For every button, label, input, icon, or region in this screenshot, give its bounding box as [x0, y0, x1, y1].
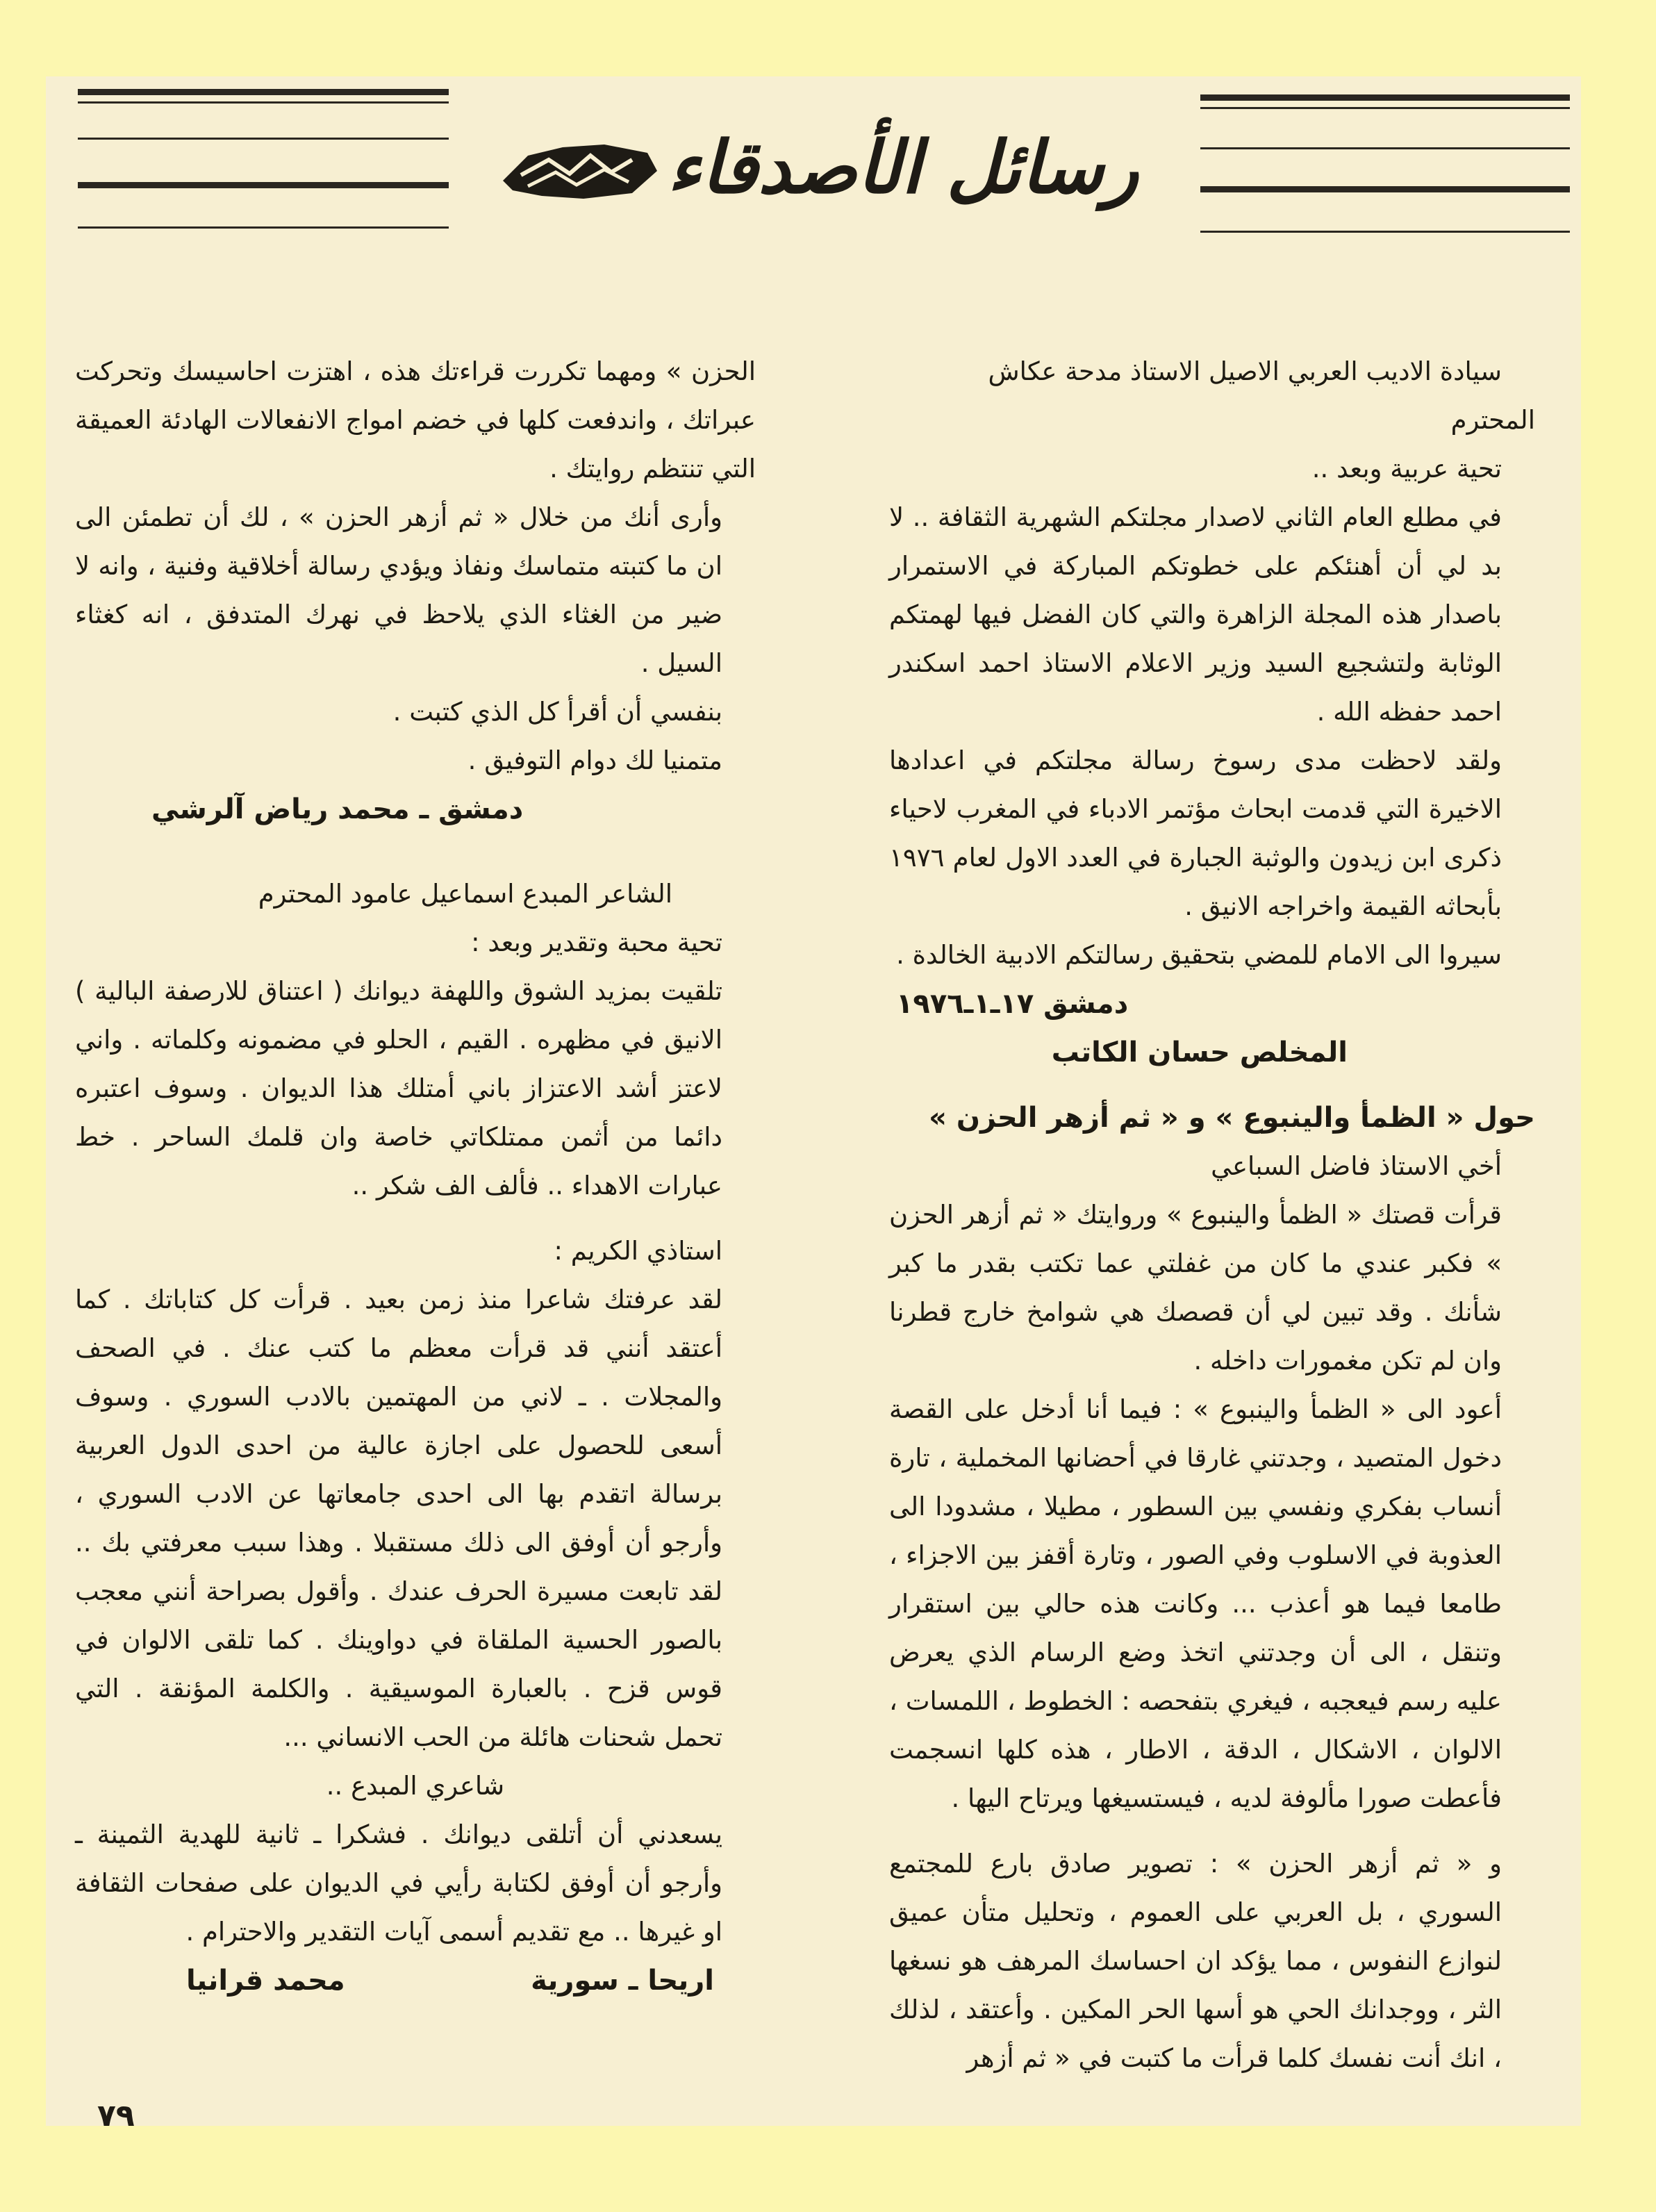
letter-signature: دمشق ـ محمد رياض آلرشي	[151, 793, 524, 825]
paragraph: أخي الاستاذ فاضل السباعي	[1211, 1151, 1502, 1181]
letter-signature: المخلص حسان الكاتب	[1051, 1037, 1348, 1068]
left-column	[75, 347, 756, 2005]
header-rule	[78, 182, 449, 188]
paragraph: وأرى أنك من خلال « ثم أزهر الحزن » ، لك أن تطمئن الى ان ما كتبته متماسك ونفاذ ويؤدي رسالة أخلاقية وفنية ، وانه لا ضير من الغثاء الذي يلاحظ في نهرك المتدفق ، انه كغثاء السيل .	[75, 502, 722, 678]
signature-place: اريحا ـ سورية	[531, 1965, 714, 1997]
paragraph: المحترم	[1450, 405, 1535, 435]
paragraph: في مطلع العام الثاني لاصدار مجلتكم الشهرية الثقافة .. لا بد لي أن أهنئكم على خطوتكم المباركة في الاستمرار باصدار هذه المجلة الزاهرة والتي كان الفضل فيها لهمتكم الوثابة ولتشجيع السيد وزير الاعلام الاستاذ احمد اسكندر احمد حفظه الله .	[889, 502, 1502, 727]
paragraph: الحزن » ومهما تكررت قراءتك هذه ، اهتزت احاسيسك وتحركت عبراتك ، واندفعت كلها في خضم امواج الانفعالات الهادئة العميقة التي تنتظم روايتك .	[75, 356, 756, 484]
right-column	[889, 347, 1535, 2083]
header-rule	[1200, 147, 1570, 149]
paragraph: أعود الى « الظمأ والينبوع » : فيما أنا أدخل على القصة دخول المتصيد ، وجدتني غارقا في أحضانها المخملية ، تارة أنساب بفكري ونفسي بين السطور ، مطيلا ، مشدودا الى العذوبة في الاسلوب وفي الصور ، وتارة أقفز بين الاجزاء ، طامعا فيما هو أعذب ... وكانت هذه حالي بين استقرار وتنقل ، الى أن وجدتني اتخذ وضع الرسام الذي يعرض عليه رسم فيعجبه ، فيغري بتفحصه : الخطوط ، اللمسات ، الالوان ، الاشكال ، الدقة ، الاطار ، هذه كلها انسجمت فأعطت صورا مألوفة لديه ، فيستسيغها ويرتاح اليها .	[889, 1394, 1502, 1813]
header-rule	[78, 101, 449, 104]
paragraph: لقد عرفتك شاعرا منذ زمن بعيد . قرأت كل كتاباتك . كما أعتقد أنني قد قرأت معظم ما كتب عنك . في الصحف والمجلات . ـ لاني من المهتمين بالادب السوري . وسوف أسعى للحصول على اجازة عالية من احدى الدول العربية برسالة اتقدم بها الى احدى جامعاتها عن الادب السوري ، وأرجو أن أوفق الى ذلك مستقبلا . وهذا سبب معرفتي بك .. لقد تابعت مسيرة الحرف عندك . وأقول بصراحة أنني معجب بالصور الحسية الملقاة في دواوينك . كما تلقى الالوان في قوس قزح . بالعبارة الموسيقية . والكلمة المؤنقة . التي تحمل شحنات هائلة من الحب الانساني ...	[75, 1285, 722, 1752]
masthead-ornament-icon	[500, 132, 660, 208]
paragraph: سيروا الى الامام للمضي بتحقيق رسالتكم الادبية الخالدة .	[896, 940, 1502, 970]
paragraph: قرأت قصتك « الظمأ والينبوع » وروايتك « ثم أزهر الحزن » فكبر عندي ما كان من غفلتي عما تكتب بقدر ما كبر شأنك . وقد تبين لي أن قصصك هي شوامخ خارج قطرنا وان لم تكن مغمورات داخله .	[889, 1200, 1502, 1376]
paragraph: تحية عربية وبعد ..	[1311, 454, 1502, 484]
header-rule	[1200, 186, 1570, 192]
masthead-title: رسائل الأصدقاء	[667, 124, 1139, 210]
paragraph: الشاعر المبدع اسماعيل عامود المحترم	[258, 879, 672, 909]
masthead	[500, 118, 1167, 215]
header-rule	[1200, 231, 1570, 233]
header-rule	[78, 138, 449, 140]
header-rule	[1200, 107, 1570, 109]
paragraph: يسعدني أن أتلقى ديوانك . فشكرا ـ ثانية للهدية الثمينة ـ وأرجو أن أوفق لكتابة رأيي في الديوان على صفحات الثقافة او غيرها .. مع تقديم أسمى آيات التقدير والاحترام .	[75, 1819, 722, 1947]
paragraph: بنفسي أن أقرأ كل الذي كتبت .	[392, 697, 722, 727]
signature-row	[75, 1956, 756, 2005]
paragraph: متمنيا لك دوام التوفيق .	[467, 745, 722, 775]
paragraph: تحية محبة وتقدير وبعد :	[471, 927, 722, 957]
header-rule	[1200, 94, 1570, 101]
letter-date: دمشق ١٧ـ١ـ١٩٧٦	[896, 988, 1129, 1020]
paragraph: و « ثم أزهر الحزن » : تصوير صادق بارع للمجتمع السوري ، بل العربي على العموم ، وتحليل متأن عميق لنوازع النفوس ، مما يؤكد ان احساسك المرهف هو نسغها الثر ، ووجدانك الحي هو أسها الحر المكين . وأعتقد ، لذلك ، انك أنت نفسك كلما قرأت ما كتبت في « ثم أزهر	[889, 1849, 1502, 2073]
spacer	[75, 834, 756, 870]
spacer	[75, 1210, 756, 1227]
paragraph: شاعري المبدع ..	[326, 1771, 505, 1801]
spacer	[889, 1823, 1535, 1840]
paragraph: استاذي الكريم :	[554, 1236, 722, 1266]
header-rule	[78, 226, 449, 229]
paragraph: ولقد لاحظت مدى رسوخ رسالة مجلتكم في اعدادها الاخيرة التي قدمت ابحاث مؤتمر الادباء في المغرب لاحياء ذكرى ابن زيدون والوثبة الجبارة في العدد الاول لعام ١٩٧٦ بأبحاثه القيمة واخراجه الانيق .	[889, 745, 1502, 921]
letter-heading: حول « الظمأ والينبوع » و « ثم أزهر الحزن »	[929, 1102, 1535, 1134]
page-number: ٧٩	[97, 2098, 135, 2133]
signature-name: محمد قرانيا	[186, 1965, 345, 1997]
paragraph: تلقيت بمزيد الشوق واللهفة ديوانك ( اعتناق للارصفة البالية ) الانيق في مظهره . القيم ، الحلو في مضمونه وكلماته . واني لاعتز أشد الاعتزاز باني أمتلك هذا الديوان . وسوف اعتبره دائما من أثمن ممتلكاتي خاصة وان قلمك الساحر . خط عبارات الاهداء .. فألف الف شكر ..	[75, 976, 722, 1200]
spacer	[889, 1077, 1535, 1093]
paragraph: سيادة الاديب العربي الاصيل الاستاذ مدحة عكاش	[988, 356, 1502, 386]
header-rule	[78, 89, 449, 95]
